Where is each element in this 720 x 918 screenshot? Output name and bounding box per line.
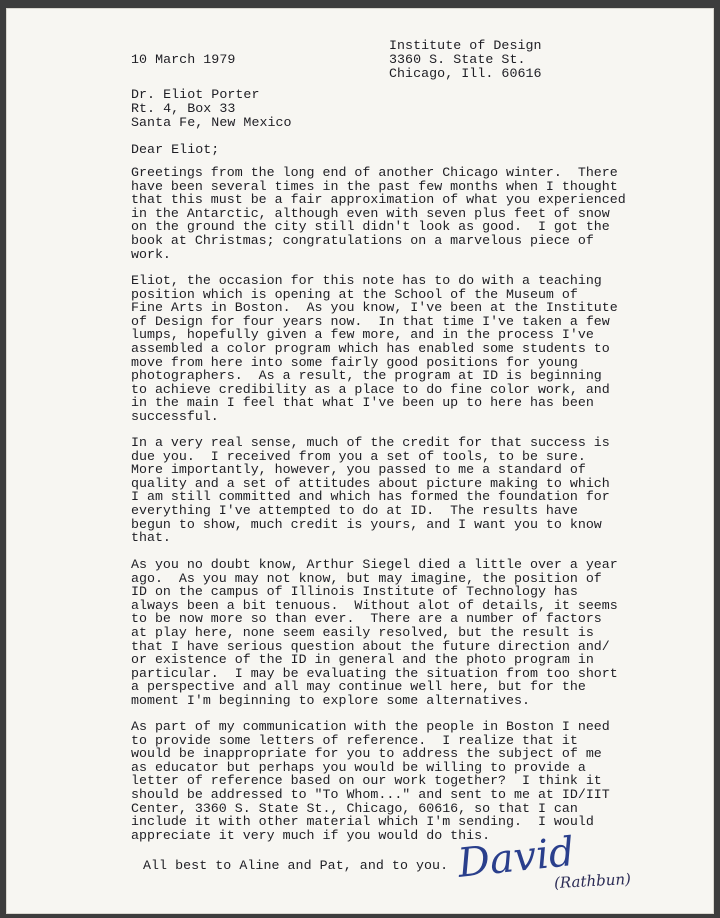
paragraph-line: that. — [131, 530, 171, 546]
paragraph-line: assembled a color program which has enabled some students to — [131, 340, 610, 356]
recipient-address-line-1: Dr. Eliot Porter — [131, 87, 260, 102]
paragraph-line: position which is opening at the School of the Museum of — [131, 286, 578, 302]
paragraph-line: that this must be a fair approximation of what you experienced — [131, 192, 626, 208]
paragraph-line: ID on the campus of Illinois Institute of Technology has — [131, 584, 578, 600]
paragraph-line: or existence of the ID in general and the photo program in — [131, 652, 594, 668]
salutation: Dear Eliot; — [131, 142, 220, 157]
handwritten-name-note: (Rathbun) — [553, 869, 632, 893]
paragraph-line: due you. I received from you a set of tools, to be sure. — [131, 448, 586, 464]
paragraph-line: include it with other material which I'm sending. I would — [131, 814, 594, 830]
paragraph-line: quality and a set of attitudes about picture making to which — [131, 475, 610, 491]
paragraph-line: ago. As you may not know, but may imagine, the position of — [131, 570, 602, 586]
letter-date: 10 March 1979 — [131, 52, 236, 67]
paragraph-line: appreciate it very much if you would do this. — [131, 827, 491, 843]
paragraph-line: as educator but perhaps you would be willing to provide a — [131, 759, 586, 775]
paragraph-line: letter of reference based on our work together? I think it — [131, 773, 602, 789]
paragraph-line: book at Christmas; congratulations on a marvelous piece of — [131, 232, 594, 248]
paragraph-line: to achieve credibility as a place to do fine color work, and — [131, 381, 610, 397]
paragraph-line: begun to show, much credit is yours, and I want you to know — [131, 516, 602, 532]
paragraph-line: photographers. As a result, the program at ID is beginning — [131, 368, 602, 384]
paragraph-5 — [131, 720, 691, 842]
paragraph-line: In a very real sense, much of the credit for that success is — [131, 435, 610, 450]
paragraph-line: to be now more so than ever. There are a number of factors — [131, 611, 602, 627]
paragraph-line: work. — [131, 246, 171, 262]
paragraph-line: More importantly, however, you passed to me a standard of — [131, 462, 586, 478]
closing-line: All best to Aline and Pat, and to you. — [143, 858, 449, 873]
recipient-address-line-2: Rt. 4, Box 33 — [131, 101, 236, 116]
paragraph-line: everything I've attempted to do at ID. The results have — [131, 502, 578, 518]
paragraph-line: lumps, hopefully given a few more, and in the process I've — [131, 327, 594, 343]
paragraph-line: in the Antarctic, although even with seven plus feet of snow — [131, 205, 610, 221]
paragraph-line: particular. I may be evaluating the situation from too short — [131, 665, 618, 681]
paragraph-line: should be addressed to "To Whom..." and sent to me at ID/IIT — [131, 786, 610, 802]
paragraph-line: on the ground the city still didn't look as good. I got the — [131, 219, 610, 235]
paragraph-line: have been several times in the past few months when I thought — [131, 178, 618, 194]
paragraph-line: Center, 3360 S. State St., Chicago, 60616, so that I can — [131, 800, 578, 816]
paragraph-line: As you no doubt know, Arthur Siegel died a little over a year — [131, 557, 618, 572]
paragraph-2 — [131, 274, 691, 424]
paragraph-line: of Design for four years now. In that time I've taken a few — [131, 313, 610, 329]
letter-page — [6, 8, 714, 914]
paragraph-line: Eliot, the occasion for this note has to do with a teaching — [131, 273, 602, 288]
paragraph-line: Greetings from the long end of another Chicago winter. There — [131, 165, 618, 180]
paragraph-line: always been a bit tenuous. Without alot of details, it seems — [131, 597, 618, 613]
paragraph-line: in the main I feel that what I've been up to here has been — [131, 395, 594, 411]
paragraph-1 — [131, 166, 691, 261]
sender-address-line-3: Chicago, Ill. 60616 — [389, 66, 542, 81]
paragraph-line: that I have serious question about the future direction and/ — [131, 638, 610, 654]
paragraph-line: at play here, none seem easily resolved, but the result is — [131, 624, 594, 640]
sender-address-line-2: 3360 S. State St. — [389, 52, 526, 67]
paragraph-line: successful. — [131, 408, 219, 424]
paragraph-line: Fine Arts in Boston. As you know, I've been at the Institute — [131, 300, 618, 316]
paragraph-line: As part of my communication with the people in Boston I need — [131, 719, 610, 734]
recipient-address-line-3: Santa Fe, New Mexico — [131, 115, 292, 130]
paragraph-3 — [131, 436, 691, 545]
sender-address-line-1: Institute of Design — [389, 38, 542, 53]
paragraph-4 — [131, 558, 691, 708]
paragraph-line: a perspective and all may continue well here, but for the — [131, 679, 586, 695]
paragraph-line: move from here into some fairly good positions for young — [131, 354, 578, 370]
handwritten-signature: David — [455, 828, 577, 887]
paragraph-line: would be inappropriate for you to address the subject of me — [131, 746, 602, 762]
paragraph-line: to provide some letters of reference. I realize that it — [131, 732, 578, 748]
paragraph-line: moment I'm beginning to explore some alternatives. — [131, 692, 530, 708]
paragraph-line: I am still committed and which has formed the foundation for — [131, 489, 610, 505]
